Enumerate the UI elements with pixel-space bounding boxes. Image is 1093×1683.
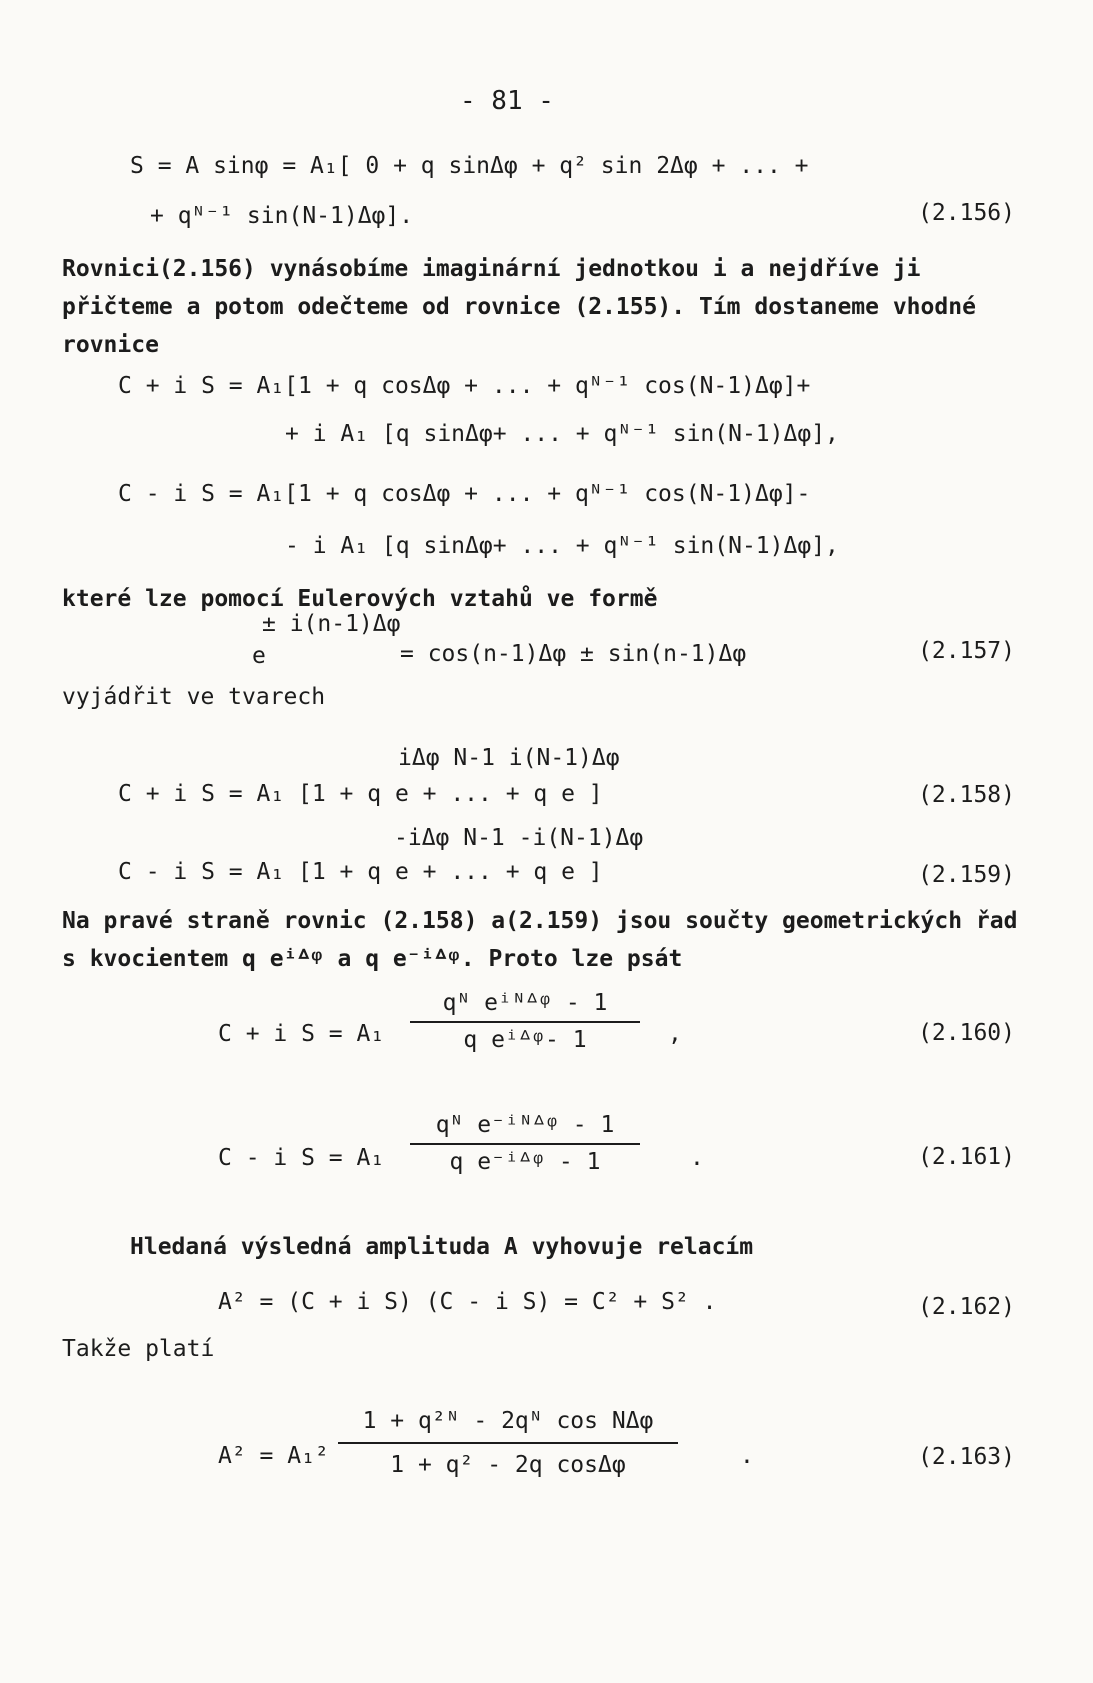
eq156-line1: S = A sinφ = A₁[ 0 + q sinΔφ + q² sin 2Δφ + ... +	[130, 153, 809, 179]
eq160-lhs: C + i S = A₁	[218, 1021, 385, 1047]
eq159-main: C - i S = A₁ [1 + q e + ... + q e ]	[118, 859, 603, 885]
eq161-fraction-bar	[410, 1143, 640, 1145]
eq158-main: C + i S = A₁ [1 + q e + ... + q e ]	[118, 781, 603, 807]
eq161-tail: .	[690, 1145, 704, 1171]
eq160-number: (2.160)	[918, 1020, 1015, 1046]
eq161-denominator: q e⁻ⁱᐞᵠ - 1	[449, 1149, 601, 1175]
euler-exponent: ± i(n-1)Δφ	[262, 611, 401, 637]
eq161-fraction	[410, 1112, 640, 1176]
eq160-numerator: qᴺ eⁱᴺᐞᵠ - 1	[442, 990, 608, 1016]
eq163-numerator: 1 + q²ᴺ - 2qᴺ cos NΔφ	[362, 1408, 654, 1434]
paragraph-3: vyjádřit ve tvarech	[62, 684, 326, 710]
sys-plus-line2: + i A₁ [q sinΔφ+ ... + qᴺ⁻¹ sin(N-1)Δφ],	[285, 421, 839, 447]
eq157-number: (2.157)	[918, 638, 1015, 664]
eq163-denominator: 1 + q² - 2q cosΔφ	[390, 1452, 626, 1478]
paragraph-1: Rovnici(2.156) vynásobíme imaginární jednotkou i a nejdříve ji přičteme a potom odečteme od rovnice (2.155). Tím dostaneme vhodné rovnice	[62, 256, 990, 358]
eq160-tail: ,	[668, 1021, 682, 1047]
eq161-number: (2.161)	[918, 1144, 1015, 1170]
eq161-numerator: qᴺ e⁻ⁱᴺᐞᵠ - 1	[435, 1112, 615, 1138]
eq159-number: (2.159)	[918, 862, 1015, 888]
euler-rhs: = cos(n-1)Δφ ± sin(n-1)Δφ	[400, 641, 747, 667]
eq163-lhs: A² = A₁²	[218, 1443, 329, 1469]
eq158-exponents: iΔφ N-1 i(N-1)Δφ	[398, 745, 620, 771]
eq163-tail: .	[740, 1443, 754, 1469]
eq156-number: (2.156)	[918, 200, 1015, 226]
page-number: - 81 -	[460, 86, 554, 116]
eq163-number: (2.163)	[918, 1444, 1015, 1470]
sys-minus-line2: - i A₁ [q sinΔφ+ ... + qᴺ⁻¹ sin(N-1)Δφ],	[285, 533, 839, 559]
paragraph-2: které lze pomocí Eulerových vztahů ve formě	[62, 586, 658, 612]
paragraph-6: Takže platí	[62, 1336, 215, 1362]
eq162-line: A² = (C + i S) (C - i S) = C² + S² .	[218, 1289, 717, 1315]
eq161-lhs: C - i S = A₁	[218, 1145, 385, 1171]
eq162-number: (2.162)	[918, 1294, 1015, 1320]
sys-minus-line1: C - i S = A₁[1 + q cosΔφ + ... + qᴺ⁻¹ cos(N-1)Δφ]-	[118, 481, 811, 507]
eq158-number: (2.158)	[918, 782, 1015, 808]
eq159-exponents: -iΔφ N-1 -i(N-1)Δφ	[394, 825, 644, 851]
eq160-fraction	[410, 990, 640, 1054]
eq163-fraction-bar	[338, 1442, 678, 1444]
eq156-line2: + qᴺ⁻¹ sin(N-1)Δφ].	[150, 203, 414, 229]
euler-base: e	[252, 643, 266, 669]
sys-plus-line1: C + i S = A₁[1 + q cosΔφ + ... + qᴺ⁻¹ cos(N-1)Δφ]+	[118, 373, 811, 399]
paragraph-4: Na pravé straně rovnic (2.158) a(2.159) jsou součty geometrických řad s kvocientem q eⁱᐞᵠ a q e⁻ⁱᐞᵠ. Proto lze psát	[62, 908, 1032, 972]
eq163-fraction	[338, 1408, 678, 1478]
eq160-denominator: q eⁱᐞᵠ- 1	[463, 1027, 587, 1053]
paragraph-5: Hledaná výsledná amplituda A vyhovuje relacím	[130, 1234, 754, 1260]
eq160-fraction-bar	[410, 1021, 640, 1023]
